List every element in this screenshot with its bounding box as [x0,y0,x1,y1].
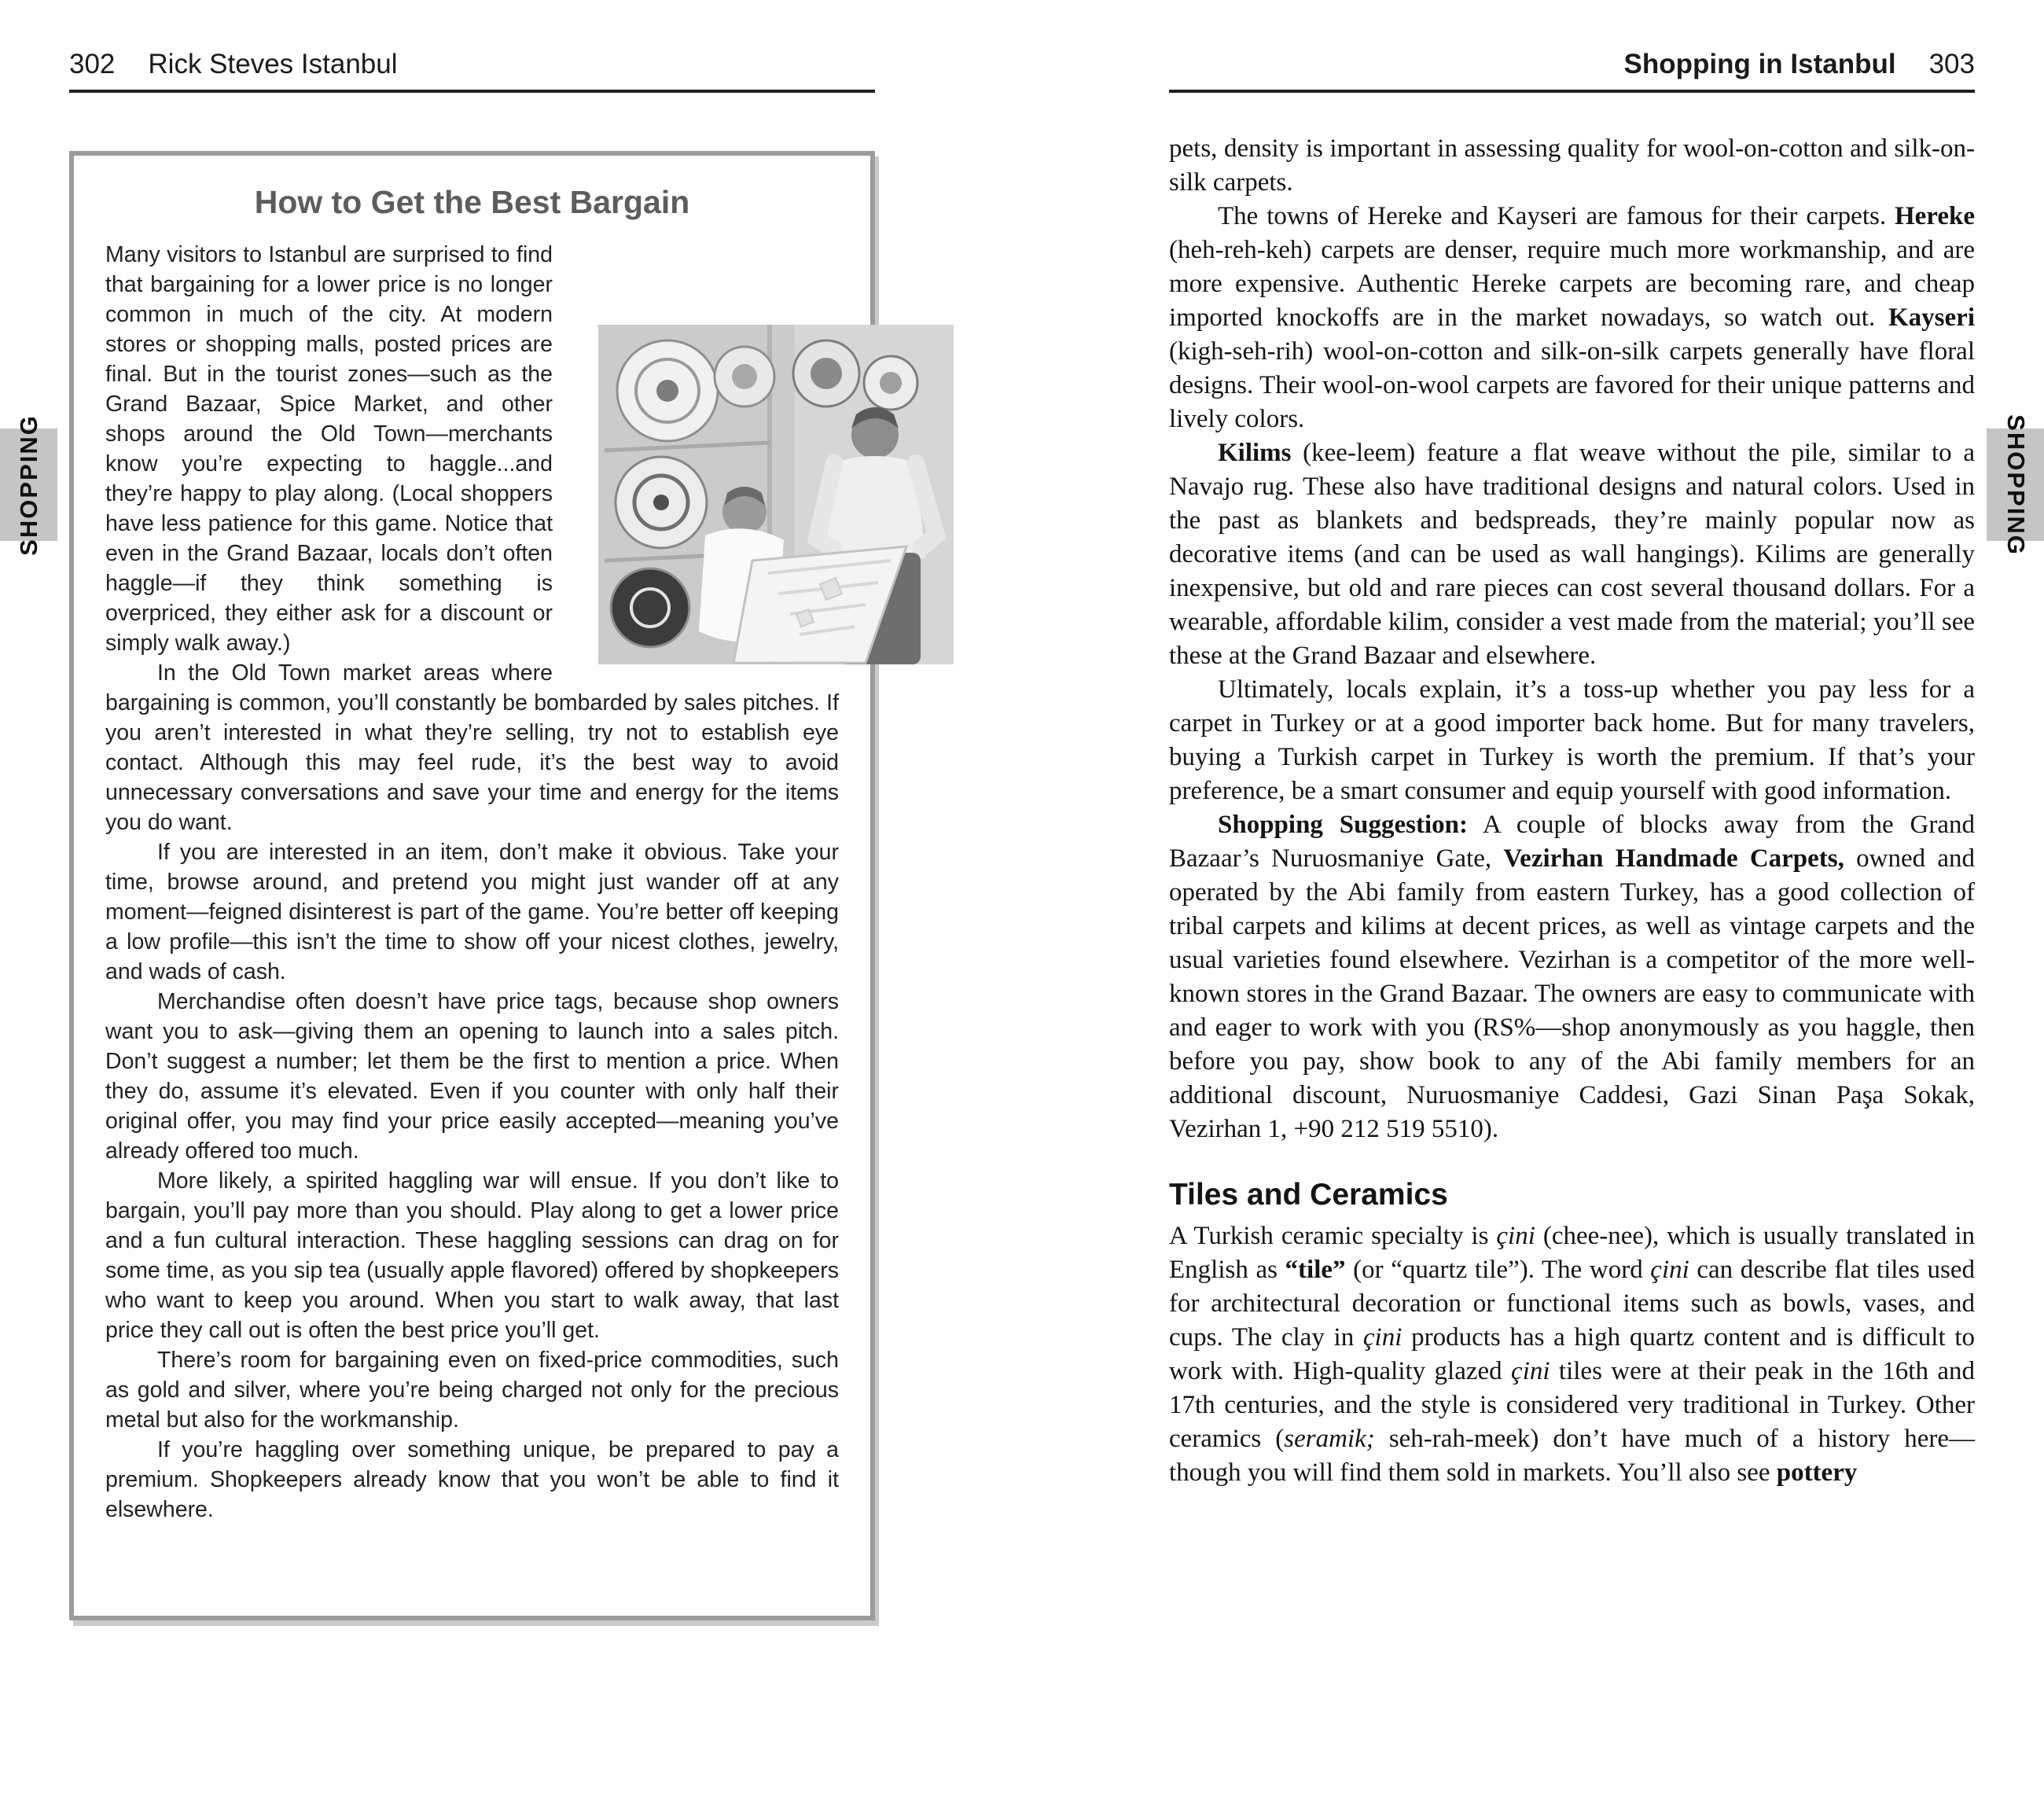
body-text [1169,132,1975,1490]
page-303 [1169,49,1975,1490]
body-paragraph: A Turkish ceramic specialty is çini (chee-nee), which is usually translated in English as “tile” (or “quartz tile”). The word çini can describe flat tiles used for architectural decoration or functional items such as bowls, vases, and cups. The clay in çini products has a high quartz content and is difficult to work with. High-quality glazed çini tiles were at their peak in the 16th and 17th centuries, and the style is considered very traditional in Turkey. Other ceramics (seramik; seh-rah-meek) don’t have much of a history here—though you will find them sold in markets. You’ll also see pottery [1169,1222,1975,1487]
page-number: 303 [1928,49,1975,79]
bargain-sidebar-box [69,151,875,1620]
sidebar-body [105,240,839,1525]
shopping-tab-left [0,414,57,556]
sidebar-paragraph: Many visitors to Istanbul are surprised to find that bargaining for a lower price is no longer common in much of the city. At modern stores or shopping malls, posted prices are final. But in the tourist zones—such as the Grand Bazaar, Spice Market, and other shops around the Old Town—merchants know you’re expecting to haggle...and they’re happy to play along. (Local shoppers have less patience for this game. Notice that even in the Grand Bazaar, locals don’t often haggle—if they think something is overpriced, they either ask for a discount or simply walk away.) [105,242,553,656]
sidebar-paragraph: In the Old Town market areas where bargaining is common, you’ll constantly be bombarded by sales pitches. If you aren’t interested in what they’re selling, try not to establish eye contact. Although this may feel rude, it’s the best way to avoid unnecessary conversations and save your time and energy for the items you do want. [105,660,839,835]
body-paragraph: pets, density is important in assessing quality for wool-on-cotton and silk-on-silk carpets. [1169,134,1975,197]
header-rule [69,90,875,93]
sidebar-paragraph: More likely, a spirited haggling war will ensue. If you don’t like to bargain, you’ll pay more than you should. Play along to get a lower price and a fun cultural interaction. These haggling sessions can drag on for some time, as you sip tea (usually apple flavored) offered by shopkeepers who want to keep you around. When you start to walk away, that last price they call out is often the best price you’ll get. [105,1168,839,1343]
body-paragraph: Shopping Suggestion: A couple of blocks away from the Grand Bazaar’s Nuruosmaniye Gate, Vezirhan Handmade Carpets, owned and operated by the Abi family from eastern Turkey, has a good collection of tribal carpets and kilims at decent prices, as well as vintage carpets and the usual varieties found elsewhere. Vezirhan is a competitor of the more well-known stores in the Grand Bazaar. The owners are easy to communicate with and eager to work with you (RS%—shop anonymously as you haggle, then before you pay, show book to any of the Abi family members for an additional discount, Nuruosmaniye Caddesi, Gazi Sinan Paşa Sokak, Vezirhan 1, +90 212 519 5510). [1169,811,1975,1143]
sidebar-paragraph: Merchandise often doesn’t have price tags, because shop owners want you to ask—giving them an opening to launch into a sales pitch. Don’t suggest a number; let them be the first to mention a price. When they do, assume it’s elevated. Even if you counter with only half their original offer, you may find your price easily accepted—meaning you’ve already offered too much. [105,989,839,1164]
page-302 [69,49,875,1620]
running-head: Rick Steves Istanbul [148,49,398,79]
section-heading: Tiles and Ceramics [1169,1178,1448,1212]
page-303-header [1169,49,1975,80]
running-head: Shopping in Istanbul [1623,49,1896,79]
page-302-header [69,49,875,80]
photo-illustration [598,325,954,664]
carpet-bargaining-photo [598,325,954,664]
body-paragraph: The towns of Hereke and Kayseri are famous for their carpets. Hereke (heh-reh-keh) carpets are denser, require much more workmanship, and are more expensive. Authentic Hereke carpets are becoming rare, and cheap imported knockoffs are in the market nowadays, so watch out. Kayseri (kigh-seh-rih) wool-on-cotton and silk-on-silk carpets generally have floral designs. Their wool-on-wool carpets are favored for their unique patterns and lively colors. [1169,202,1975,433]
shopping-tab-left-label: SHOPPING [14,414,42,556]
sidebar-paragraph: If you are interested in an item, don’t make it obvious. Take your time, browse around, and pretend you might just wander off at any moment—feigned disinterest is part of the game. You’re better off keeping a low profile—this isn’t the time to show off your nicest clothes, jewelry, and wads of cash. [105,840,839,984]
header-rule [1169,90,1975,93]
sidebar-paragraph: There’s room for bargaining even on fixed-price commodities, such as gold and silver, where you’re being charged not only for the precious metal but also for the workmanship. [105,1348,839,1433]
sidebar-paragraph: If you’re haggling over something unique, be prepared to pay a premium. Shopkeepers already know that you won’t be able to find it elsewhere. [105,1437,839,1522]
body-paragraph: Ultimately, locals explain, it’s a toss-up whether you pay less for a carpet in Turkey or at a good importer back home. But for many travelers, buying a Turkish carpet in Turkey is worth the premium. If that’s your preference, be a smart consumer and equip yourself with good information. [1169,675,1975,805]
photo-float [579,301,839,671]
page-number: 302 [69,49,116,79]
sidebar-title: How to Get the Best Bargain [254,184,690,220]
shopping-tab-right [1987,414,2044,556]
shopping-tab-right-label: SHOPPING [2002,414,2030,556]
body-paragraph: Kilims (kee-leem) feature a flat weave without the pile, similar to a Navajo rug. These also have traditional designs and natural colors. Used in the past as blankets and bedspreads, they’re mainly popular now as decorative items (and can be used as wall hangings). Kilims are generally inexpensive, but old and rare pieces can cost several thousand dollars. For a wearable, affordable kilim, consider a vest made from the material; you’ll see these at the Grand Bazaar and elsewhere. [1169,439,1975,670]
